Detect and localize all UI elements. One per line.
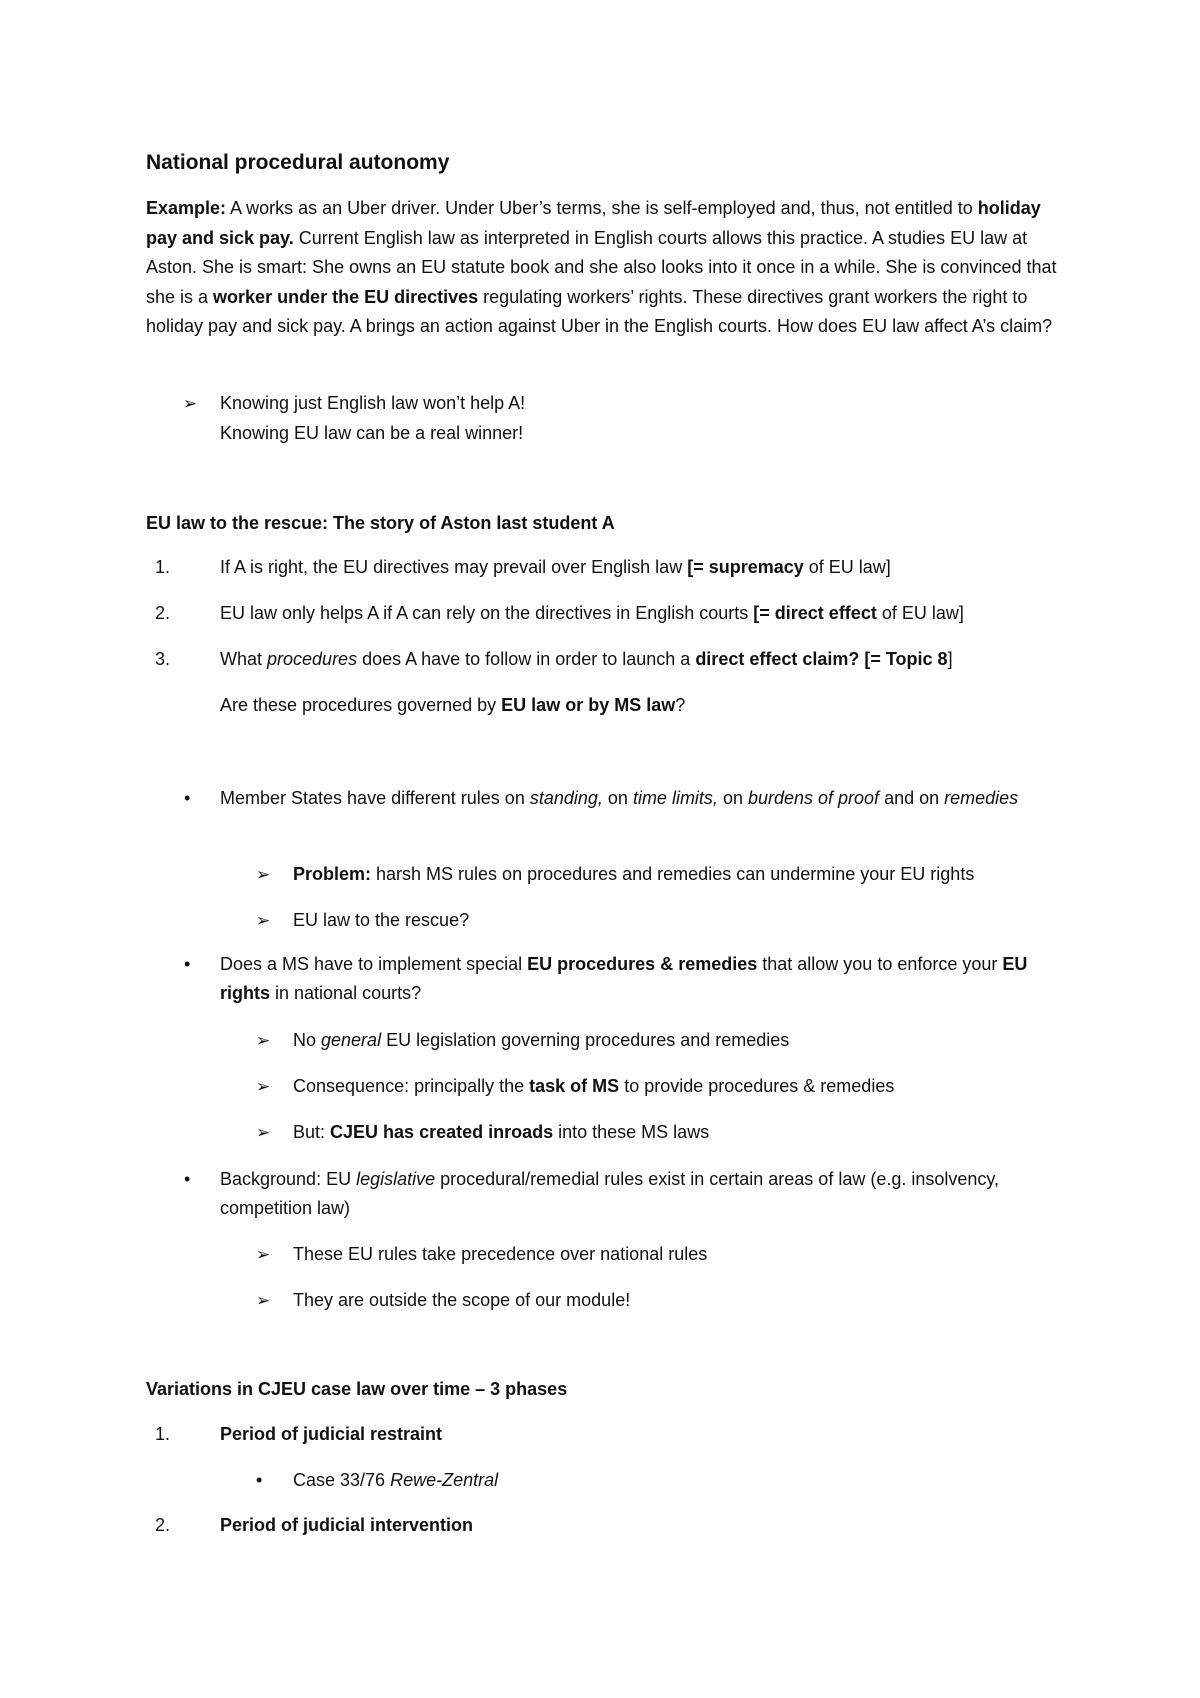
intro-paragraph: Example: A works as an Uber driver. Under Uber’s terms, she is self-employed and, thus, not entitled to holiday pay and sick pay. Current English law as interpreted in English courts allows this practice. A studies EU law at Aston. She is smart: She owns an EU statute book and she also looks into it once in a while. She is convinced that she is a worker under the EU directives regulating workers’ rights. These directives grant workers the right to holiday pay and sick pay. A brings an action against Uber in the English courts. How does EU law affect A’s claim?: [146, 198, 1057, 336]
arrow-icon: ➢: [256, 1291, 271, 1310]
section-heading-rescue: EU law to the rescue: The story of Aston last student A: [146, 513, 615, 533]
arrow-icon: ➢: [256, 865, 271, 884]
arrow-icon: ➢: [256, 1245, 271, 1264]
arrow-note-line1: Knowing just English law won’t help A!: [220, 393, 526, 413]
bullet-icon: •: [184, 954, 191, 974]
bullet-icon: •: [256, 1470, 263, 1490]
arrow-icon: ➢: [256, 1031, 271, 1050]
arrow-icon: ➢: [256, 911, 271, 930]
bullet-icon: •: [184, 1169, 191, 1189]
arrow-icon: ➢: [256, 1123, 271, 1142]
bullet-icon: •: [184, 788, 191, 808]
document-page: National procedural autonomy Example: A works as an Uber driver. Under Uber’s terms, she is self-employed and, thus, not entitled to holiday pay and sick pay. Current English law as interpreted in English courts allows this practice. A studies EU law at Aston. She is smart: She owns an EU statute book and she also looks into it once in a while. She is convinced that she is a worker under the EU directives regulating workers’ rights. These directives grant workers the right to holiday pay and sick pay. A brings an action against Uber in the English courts. How does EU law affect A’s claim? ➢ Knowing just English law won’t help A! Knowing EU law can be a real winner! EU law to the rescue: The story of Aston last student A 1. If A is right, the EU directives may prevail over English law [= supremacy of EU law] 2. EU law only helps A if A can rely on the directives in English courts [= direct effect of EU law] 3. What procedures does A have to follow in order to launch a direct effect claim? [= Topic 8] Are these procedures governed by EU law or by MS law? • Member States have different rules on standing, on time limits, on burdens of proof and on remedies ➢ Problem: harsh MS rules on procedures and remedies can undermine your EU rights ➢ EU law to the rescue? • Does a MS have to implement special EU procedures & remedies that allow you to enforce your EU rights in national courts? ➢ No general EU legislation governing procedures and remedies ➢ Consequence: principally the task of MS to provide procedures & remedies ➢ But: CJEU has created inroads into these MS laws • Background: EU legislative procedural/remedial rules exist in certain areas of law (e.g. insolvency, competition law) ➢ These EU rules take precedence over national rules ➢ They are outside the scope of our module! Variations in CJEU case law over time – 3 phases 1. Period of judicial restraint • Case 33/76 Rewe-Zentral 2. Period of judicial intervention: [0, 0, 1200, 1698]
example-label: Example:: [146, 198, 227, 218]
arrow-note-line2: Knowing EU law can be a real winner!: [220, 423, 524, 443]
arrow-icon: ➢: [183, 394, 198, 413]
page-title: National procedural autonomy: [146, 151, 450, 174]
arrow-icon: ➢: [256, 1077, 271, 1096]
section-heading-phases: Variations in CJEU case law over time – 3 phases: [146, 1379, 568, 1399]
